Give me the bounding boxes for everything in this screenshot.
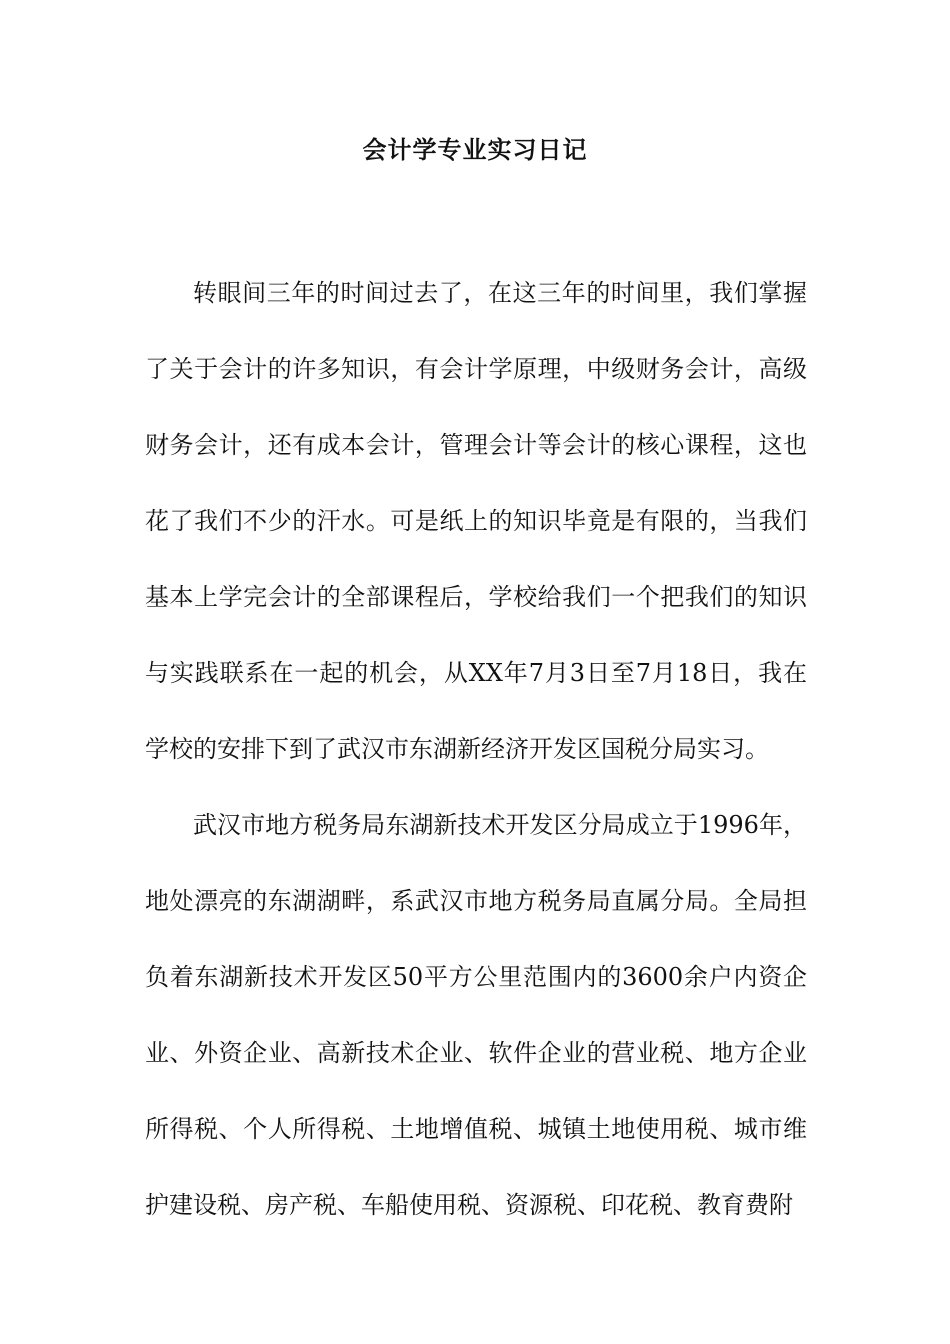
paragraph-2: 武汉市地方税务局东湖新技术开发区分局成立于1996年，地处漂亮的东湖湖畔，系武汉市地方税务局直属分局。全局担负着东湖新技术开发区50平方公里范围内的3600余户内资企业、外资企业、高新技术企业、软件企业的营业税、地方企业所得税、个人所得税、土地增值税、城镇土地使用税、城市维护建设税、房产税、车船使用税、资源税、印花税、教育费附 [145,811,807,1219]
paragraph-1: 转眼间三年的时间过去了，在这三年的时间里，我们掌握了关于会计的许多知识，有会计学原理，中级财务会计，高级财务会计，还有成本会计，管理会计等会计的核心课程，这也花了我们不少的汗水。可是纸上的知识毕竟是有限的，当我们基本上学完会计的全部课程后，学校给我们一个把我们的知识与实践联系在一起的机会，从XX年7月3日至7月18日，我在学校的安排下到了武汉市东湖新经济开发区国税分局实习。 [145,279,807,763]
document-body [145,255,807,1243]
document-title: 会计学专业实习日记 [362,135,588,164]
